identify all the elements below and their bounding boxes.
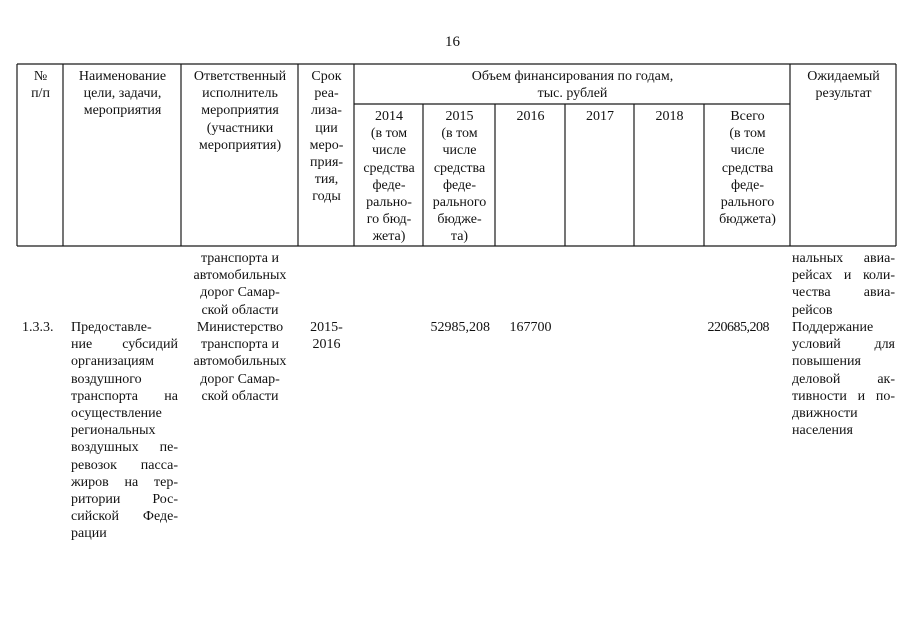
header-responsible: Ответственный исполнитель мероприятия (участники мероприятия): [193, 69, 287, 153]
header-result: Ожидаемый результат: [807, 69, 880, 102]
row-name: Предоставле- ние субсидий организациям воздушного транспорта на осуществление региональных воздушных пе- ревозок пасса- жиров на тер- ритории Рос- сийской Феде- рации: [71, 320, 178, 542]
header-funding: Объем финансирования по годам, тыс. рублей: [471, 69, 674, 102]
row-term: 2015- 2016: [310, 320, 343, 353]
header-2015: 2015 (в том числе средства феде- рального бюдже- та): [432, 109, 487, 245]
header-2016: 2016: [516, 109, 545, 124]
continuation-responsible: транспорта и автомобильных дорог Самар- ской области: [193, 251, 287, 318]
page-number: 16: [445, 34, 460, 50]
header-2018: 2018: [655, 109, 684, 124]
row-result: Поддержание условий для повышения деловой ак- тивности и по- движности населения: [792, 320, 895, 439]
row-value-total: 220685,208: [707, 320, 769, 335]
header-term: Срок реа- лиза- ции меро- прия- тия, годы: [309, 69, 344, 205]
continuation-result: нальных авиа- рейсах и коли- чества авиа- рейсов: [792, 251, 895, 318]
header-name: Наименование цели, задачи, мероприятия: [78, 69, 167, 119]
row-value-2016: 167700: [509, 320, 552, 335]
header-2014: 2014 (в том числе средства феде- рально- го бюд- жета): [363, 109, 415, 245]
header-num: № п/п: [31, 69, 50, 102]
header-2017: 2017: [586, 109, 614, 124]
header-total: Всего (в том числе средства феде- рального бюджета): [719, 109, 776, 228]
row-number: 1.3.3.: [22, 320, 54, 335]
row-value-2015: 52985,208: [430, 320, 490, 335]
row-responsible: Министерство транспорта и автомобильных дорог Самар- ской области: [193, 320, 287, 404]
